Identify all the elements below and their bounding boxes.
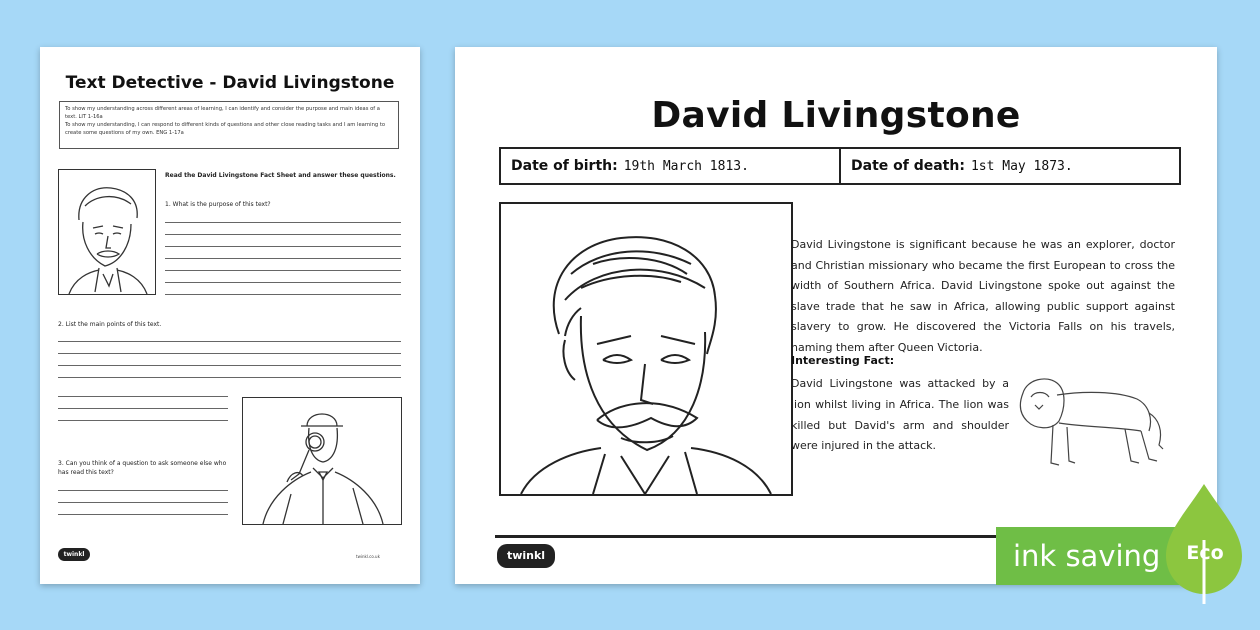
answer-lines-4 — [58, 479, 228, 515]
livingstone-portrait-large — [499, 202, 793, 496]
date-of-death-value: 1st May 1873. — [970, 158, 1073, 174]
dates-table — [499, 147, 1181, 185]
footer-rule — [495, 535, 1045, 538]
date-of-birth-label: Date of birth: — [511, 158, 618, 174]
learning-objectives-box — [59, 101, 399, 149]
answer-lines-1 — [165, 211, 401, 295]
detective-illustration — [242, 397, 402, 525]
footer-url: twinkl.co.uk — [356, 554, 380, 559]
twinkl-logo: twinkl — [497, 544, 555, 568]
question-1: 1. What is the purpose of this text? — [165, 201, 271, 208]
fact-sheet-title: David Livingstone — [651, 95, 1021, 136]
objective-1: To show my understanding across different areas of learning, I can identify and consider the purpose and main ideas of a text. LIT 1-16a — [65, 106, 380, 120]
date-of-birth-cell — [501, 149, 839, 183]
worksheet-text-detective — [40, 47, 420, 584]
ink-saving-label: ink saving — [1013, 539, 1161, 573]
date-of-death-label: Date of death: — [851, 158, 965, 174]
twinkl-logo-small: twinkl — [58, 548, 90, 561]
date-of-death-cell — [839, 149, 1179, 183]
question-2: 2. List the main points of this text. — [58, 321, 162, 328]
lion-illustration — [1013, 373, 1169, 483]
interesting-fact-text: David Livingstone was attacked by a lion whilst living in Africa. The lion was killed but David's arm and shoulder were injured in the attack. — [791, 377, 1009, 453]
biography-paragraph: David Livingstone is significant because he was an explorer, doctor and Christian missionary who became the first European to cross the width of Southern Africa. David Livingstone spoke out against the slave trade that he saw in Africa, allowing public support against slavery to grow. He discovered the Victoria Falls on his travels, naming them after Queen Victoria. — [791, 238, 1175, 354]
livingstone-portrait-small — [58, 169, 156, 295]
answer-lines-3 — [58, 385, 228, 421]
interesting-fact-heading: Interesting Fact: — [791, 354, 895, 367]
eco-label: Eco — [1186, 542, 1224, 564]
fact-sheet-david-livingstone — [455, 47, 1217, 584]
instruction-text: Read the David Livingstone Fact Sheet and answer these questions. — [165, 172, 396, 179]
objective-2: To show my understanding, I can respond to different kinds of questions and other close reading tasks and I am learning to create some questions of my own. ENG 1-17a — [65, 122, 386, 136]
answer-lines-2 — [58, 330, 401, 378]
date-of-birth-value: 19th March 1813. — [623, 158, 749, 174]
worksheet-title: Text Detective - David Livingstone — [65, 73, 395, 93]
question-3: 3. Can you think of a question to ask someone else who has read this text? — [58, 460, 227, 476]
